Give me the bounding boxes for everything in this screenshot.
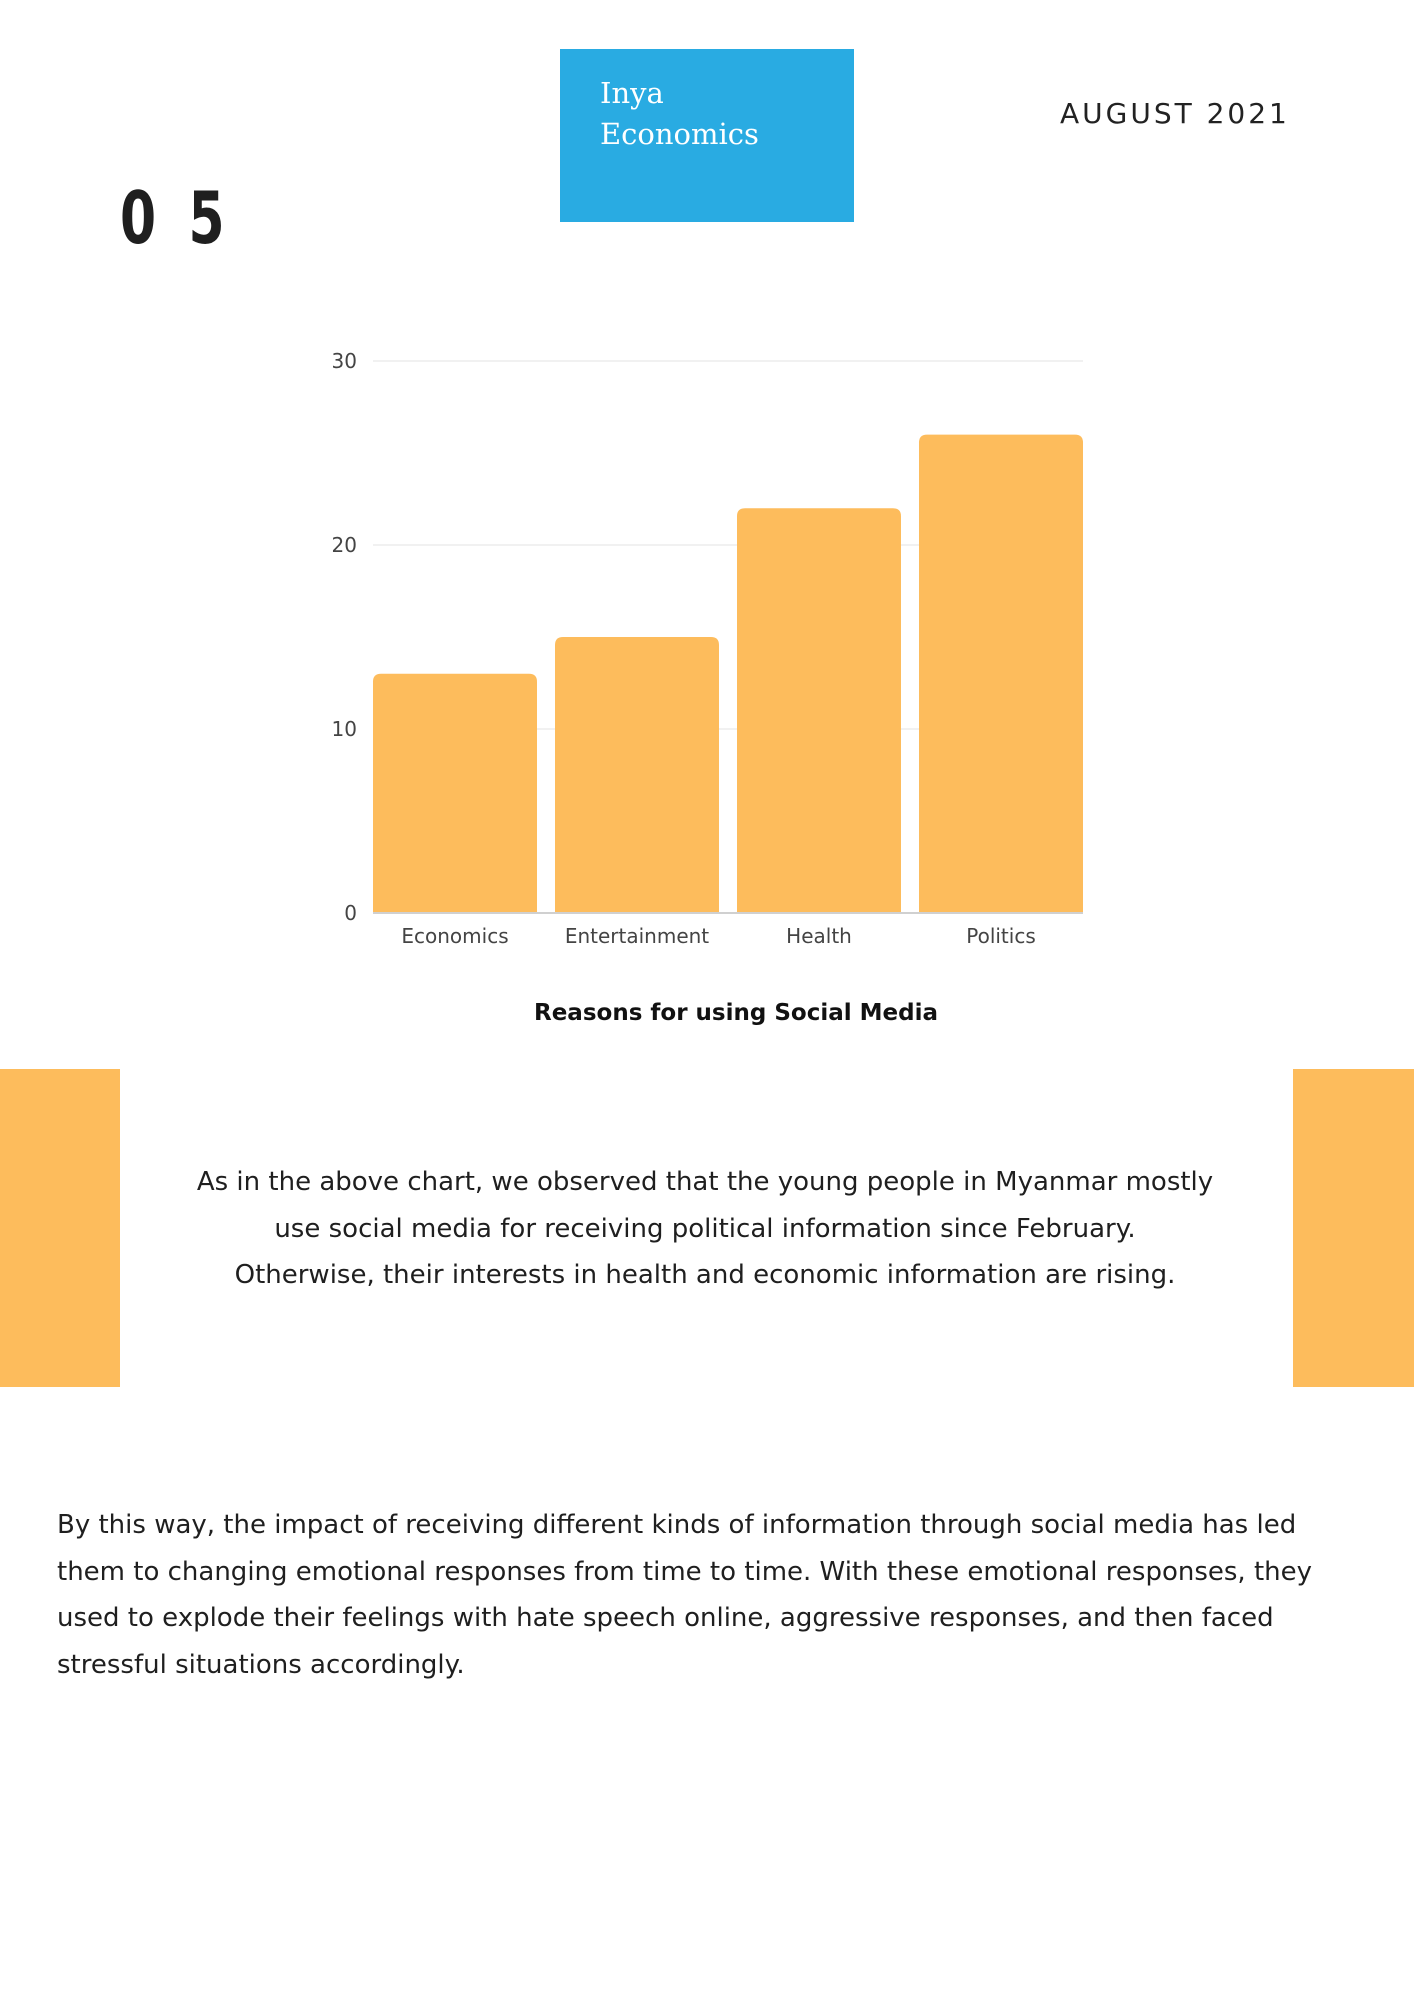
body-paragraph: [57, 1502, 1377, 1688]
bar-politics: [919, 435, 1083, 913]
bar-economics: [373, 674, 537, 913]
x-category-label: Politics: [966, 924, 1036, 948]
y-tick-label: 30: [331, 349, 357, 373]
bar-chart: [0, 0, 1414, 980]
body-line: used to explode their feelings with hate speech online, aggressive responses, and then faced: [57, 1603, 1274, 1633]
accent-bar-right: [1293, 1069, 1414, 1387]
issue-date: AUGUST 2021: [1060, 97, 1290, 130]
y-tick-label: 0: [344, 901, 357, 925]
accent-bar-left: [0, 1069, 120, 1387]
logo-text-line-1: Inya: [600, 76, 664, 110]
chart-bars: [373, 435, 1083, 913]
callout-text: [160, 1159, 1250, 1299]
x-category-label: Economics: [401, 924, 509, 948]
y-tick-label: 20: [331, 533, 357, 557]
body-line: stressful situations accordingly.: [57, 1649, 465, 1680]
chart-title: Reasons for using Social Media: [534, 1000, 938, 1026]
x-category-label: Health: [786, 924, 852, 948]
body-line: By this way, the impact of receiving different kinds of information through social media has led: [57, 1510, 1297, 1540]
callout-line: Otherwise, their interests in health and economic information are rising.: [234, 1260, 1176, 1290]
callout-line: As in the above chart, we observed that the young people in Myanmar mostly: [196, 1167, 1214, 1197]
callout-line: use social media for receiving political information since February.: [274, 1213, 1136, 1244]
y-tick-label: 10: [331, 717, 357, 741]
body-line: them to changing emotional responses from time to time. With these emotional responses, they: [57, 1556, 1313, 1587]
logo-text-line-2: Economics: [600, 117, 759, 151]
page-number: 0 5: [120, 176, 232, 260]
bar-entertainment: [555, 637, 719, 913]
x-category-label: Entertainment: [564, 924, 710, 948]
bar-health: [737, 508, 901, 913]
